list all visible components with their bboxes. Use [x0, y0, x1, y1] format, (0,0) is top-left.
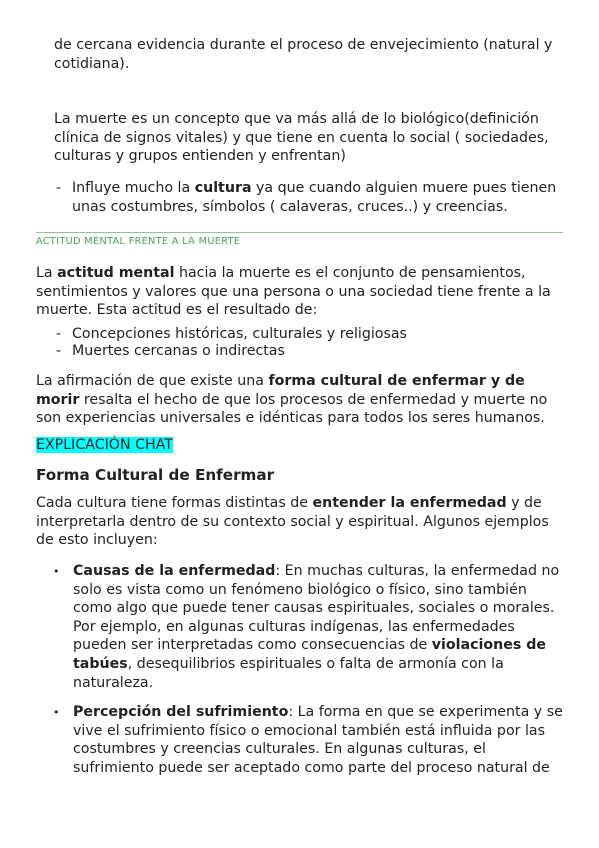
text-run: , desequilibrios espirituales o falta de armonía con la [127, 655, 504, 672]
text-run: pueden ser interpretadas como consecuencias de [73, 637, 432, 654]
death-concept-line: clínica de signos vitales) y que tiene en cuenta lo social ( sociedades, [54, 129, 549, 146]
bold-term: cultura [194, 180, 252, 196]
text-run: : La forma en que se experimenta y se [288, 704, 563, 720]
text-run: sentimientos y valores que una persona o una sociedad tiene frente a la [36, 283, 551, 300]
cultural-intro-paragraph [36, 494, 549, 550]
text-run: La afirmación de que existe una [36, 373, 269, 389]
bullet-marker: • [53, 706, 60, 719]
text-run: La [36, 265, 58, 281]
text-run: y de [506, 495, 542, 511]
culture-list-item [56, 179, 566, 219]
culture-item-text [72, 179, 556, 216]
text-run: interpretarla dentro de su contexto social y espiritual. Algunos ejemplos [36, 513, 549, 530]
affirmation-paragraph [36, 372, 547, 428]
bold-term: morir [36, 391, 80, 408]
text-run: muerte. Esta actitud es el resultado de: [36, 302, 318, 318]
bold-term: violaciones de [431, 637, 546, 654]
bullet-item [73, 562, 563, 692]
intro-line: cotidiana). [54, 55, 130, 72]
death-concept-line: La muerte es un concepto que va más allá de lo biológico(definición [54, 111, 539, 127]
text-run: ya que cuando alguien muere pues tienen [251, 180, 557, 196]
attitude-paragraph [36, 264, 551, 320]
text-run: son experiencias universales e idénticas para todos los seres humanos. [36, 410, 545, 426]
text-run: solo es vista como un fenómeno biológico o físico, sino también [73, 581, 527, 598]
text-run: resalta el hecho de que los procesos de enfermedad y muerte no [79, 391, 548, 408]
intro-line: de cercana evidencia durante el proceso de envejecimiento (natural y [54, 37, 553, 53]
text-run: Influye mucho la [72, 180, 195, 196]
bold-term: actitud mental [57, 265, 175, 281]
bullet-title: Percepción del sufrimiento [73, 704, 289, 720]
text-run: como algo que puede tener causas espirituales, sociales o morales. [73, 600, 555, 617]
bold-term: tabúes [73, 655, 128, 672]
bold-term: entender la enfermedad [312, 495, 507, 511]
text-run: costumbres y creencias culturales. En algunas culturas, el [73, 741, 486, 758]
dash-marker: - [56, 180, 62, 196]
text-run: sufrimiento puede ser aceptado como parte del proceso natural de [73, 759, 550, 776]
text-run: hacia la muerte es el conjunto de pensamientos, [174, 265, 526, 281]
highlighted-label: EXPLICACIÓN CHAT [36, 437, 173, 453]
text-run: : En muchas culturas, la enfermedad no [275, 563, 560, 579]
text-run: naturaleza. [73, 674, 154, 691]
attitude-list-text: Muertes cercanas o indirectas [72, 343, 285, 359]
attitude-list-text: Concepciones históricas, culturales y religiosas [72, 326, 407, 342]
text-run: Por ejemplo, en algunas culturas indígenas, las enfermedades [73, 618, 515, 635]
death-concept-paragraph [54, 110, 549, 166]
section-heading: ACTITUD MENTAL FRENTE A LA MUERTE [36, 236, 241, 247]
bullet-item [73, 703, 563, 777]
bullet-marker: • [53, 565, 60, 578]
text-run: unas costumbres, símbolos ( calaveras, cruces..) y creencias. [72, 198, 508, 215]
bold-term: forma cultural de enfermar y de [268, 373, 525, 389]
section-divider [36, 232, 563, 233]
text-run: vive el sufrimiento físico o emocional también está influida por las [73, 722, 545, 739]
death-concept-line: culturas y grupos entienden y enfrentan) [54, 148, 346, 164]
chat-label [36, 436, 173, 455]
cultural-heading: Forma Cultural de Enfermar [36, 466, 275, 484]
text-run: de esto incluyen: [36, 532, 158, 548]
attitude-list-item [56, 342, 556, 361]
bullet-title: Causas de la enfermedad [73, 563, 276, 579]
text-run: Cada cultura tiene formas distintas de [36, 495, 313, 511]
dash-marker: - [56, 343, 62, 359]
intro-paragraph [54, 36, 552, 73]
dash-marker: - [56, 326, 62, 342]
